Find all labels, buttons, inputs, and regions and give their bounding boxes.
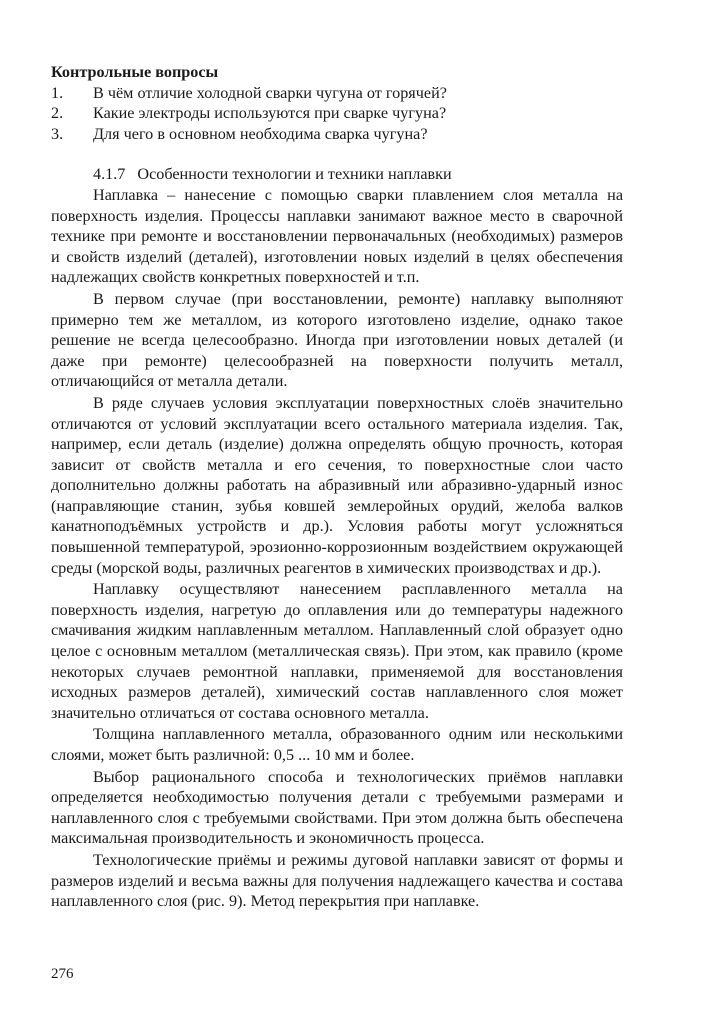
questions-title: Контрольные вопросы [51, 63, 219, 81]
body-paragraph: Наплавку осуществляют нанесением расплавленного металла на поверхность изделия, нагретую до оплавления или до температуры надежного смачивания жидким наплавленным металлом. Наплавленный слой образует одно целое с основным металлом (металлическая связь). При этом, как правило (кроме некоторых случаев ремонтной наплавки, применяемой для восстановления исходных размеров деталей), химический состав наплавленного слоя может значительно отличаться от состава основного металла. [51, 580, 623, 722]
section-number: 4.1.7 [93, 165, 126, 184]
section-heading [51, 164, 623, 185]
body-paragraph: Выбор рационального способа и технологических приёмов наплавки определяется необходимостью получения детали с требуемыми размерами и наплавленного слоя с требуемыми свойствами. При этом должна быть обеспечена максимальная производительность и экономичность процесса. [51, 767, 623, 848]
body-paragraph: В ряде случаев условия эксплуатации поверхностных слоёв значительно отличаются от условий эксплуатации всего остального материала изделия. Так, например, если деталь (изделие) должна определять общую прочность, которая зависит от свойств металла и его сечения, то поверхностные слои часто дополнительно должны работать на абразивный или абразивно-ударный износ (направляющие станин, зубья ковшей землеройных орудий, желоба валков канатноподъёмных устройств и др.). Условия работы могут усложняться повышенной температурой, эрозионно-коррозионным воздействием окружающей среды (морской воды, различных реагентов в химических производствах и др.). [51, 393, 623, 577]
questions-list [51, 83, 623, 145]
body-paragraph: В первом случае (при восстановлении, ремонте) наплавку выполняют примерно тем же металлом, из которого изготовлено изделие, однако такое решение не всегда целесообразно. Иногда при изготовлении новых деталей (и даже при ремонте) целесообразней на поверхности получить металл, отличающийся от металла детали. [51, 289, 623, 391]
question-number: 2. [51, 104, 64, 123]
question-item [51, 83, 623, 104]
body-paragraph: Толщина наплавленного металла, образованного одним или несколькими слоями, может быть различной: 0,5 ... 10 мм и более. [51, 725, 623, 764]
question-item [51, 124, 623, 145]
question-text: Для чего в основном необходима сварка чугуна? [93, 124, 428, 143]
question-text: В чём отличие холодной сварки чугуна от горячей? [93, 83, 447, 102]
page-content [51, 62, 623, 912]
question-item [51, 103, 623, 124]
question-text: Какие электроды используются при сварке чугуна? [93, 104, 447, 123]
question-number: 1. [51, 83, 64, 102]
body-paragraph: Технологические приёмы и режимы дуговой наплавки зависят от формы и размеров изделий и весьма важны для получения надлежащего качества и состава наплавленного слоя (рис. 9). Метод перекрытия при наплавке. [51, 850, 623, 911]
page-number: 276 [51, 966, 74, 982]
question-number: 3. [51, 124, 64, 143]
section-title: Особенности технологии и техники наплавки [137, 165, 452, 184]
body-paragraph: Наплавка – нанесение с помощью сварки плавлением слоя металла на поверхность изделия. Процессы наплавки занимают важное место в сварочной технике при ремонте и восстановлении первоначальных (необходимых) размеров и свойств изделий (деталей), изготовлении новых изделий в целях обеспечения надлежащих свойств конкретных поверхностей и т.п. [51, 185, 623, 287]
